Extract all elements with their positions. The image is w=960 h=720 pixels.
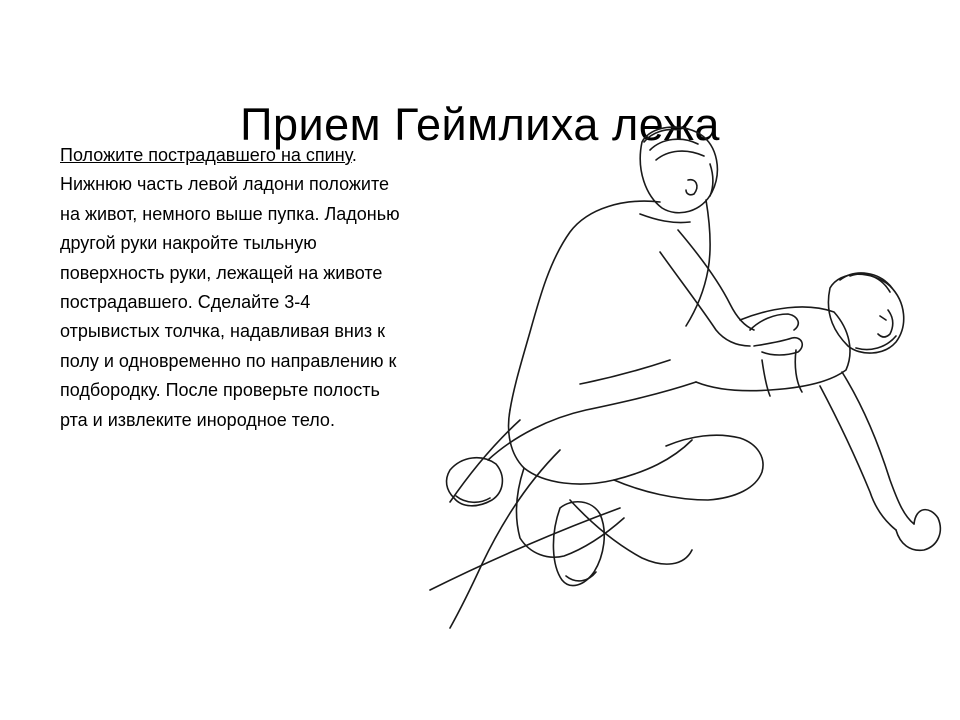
floor-line xyxy=(430,508,620,590)
instructions-text xyxy=(60,141,412,435)
heimlich-maneuver-lying-illustration-icon xyxy=(410,120,950,640)
rescuer-ear xyxy=(686,180,697,195)
slide-title: Прием Геймлиха лежа xyxy=(240,99,720,151)
victim-figure xyxy=(430,273,940,628)
victim-leg-lower xyxy=(450,420,560,628)
rescuer-thigh xyxy=(614,435,763,500)
rescuer-shoe-front xyxy=(553,502,604,586)
victim-arm xyxy=(820,372,914,530)
rescuer-arm xyxy=(660,230,754,346)
rescuer-back xyxy=(510,201,660,410)
instructions-underlined: Положите пострадавшего на спину xyxy=(60,145,352,165)
victim-legs xyxy=(488,360,696,460)
rescuer-hip xyxy=(509,410,692,484)
victim-torso xyxy=(696,307,850,391)
instructions-rest: . Нижнюю часть левой ладони положите на живот, немного выше пупка. Ладонью другой руки накройте тыльную поверхность руки, лежащей на животе пострадавшего. Сделайте 3-4 отрывистых толчка, надавливая вниз к полу и одновременно по направлению к подбородку. После проверьте полость рта и извлеките инородное тело. xyxy=(60,145,400,430)
rescuer-hair xyxy=(644,130,713,197)
rescuer-figure xyxy=(447,127,803,586)
rescuer-shoe-back xyxy=(447,458,503,506)
victim-face xyxy=(878,310,893,337)
heimlich-illustration xyxy=(410,120,950,640)
victim-hand xyxy=(896,510,940,551)
rescuer-hands xyxy=(750,314,802,355)
victim-head xyxy=(828,274,903,353)
